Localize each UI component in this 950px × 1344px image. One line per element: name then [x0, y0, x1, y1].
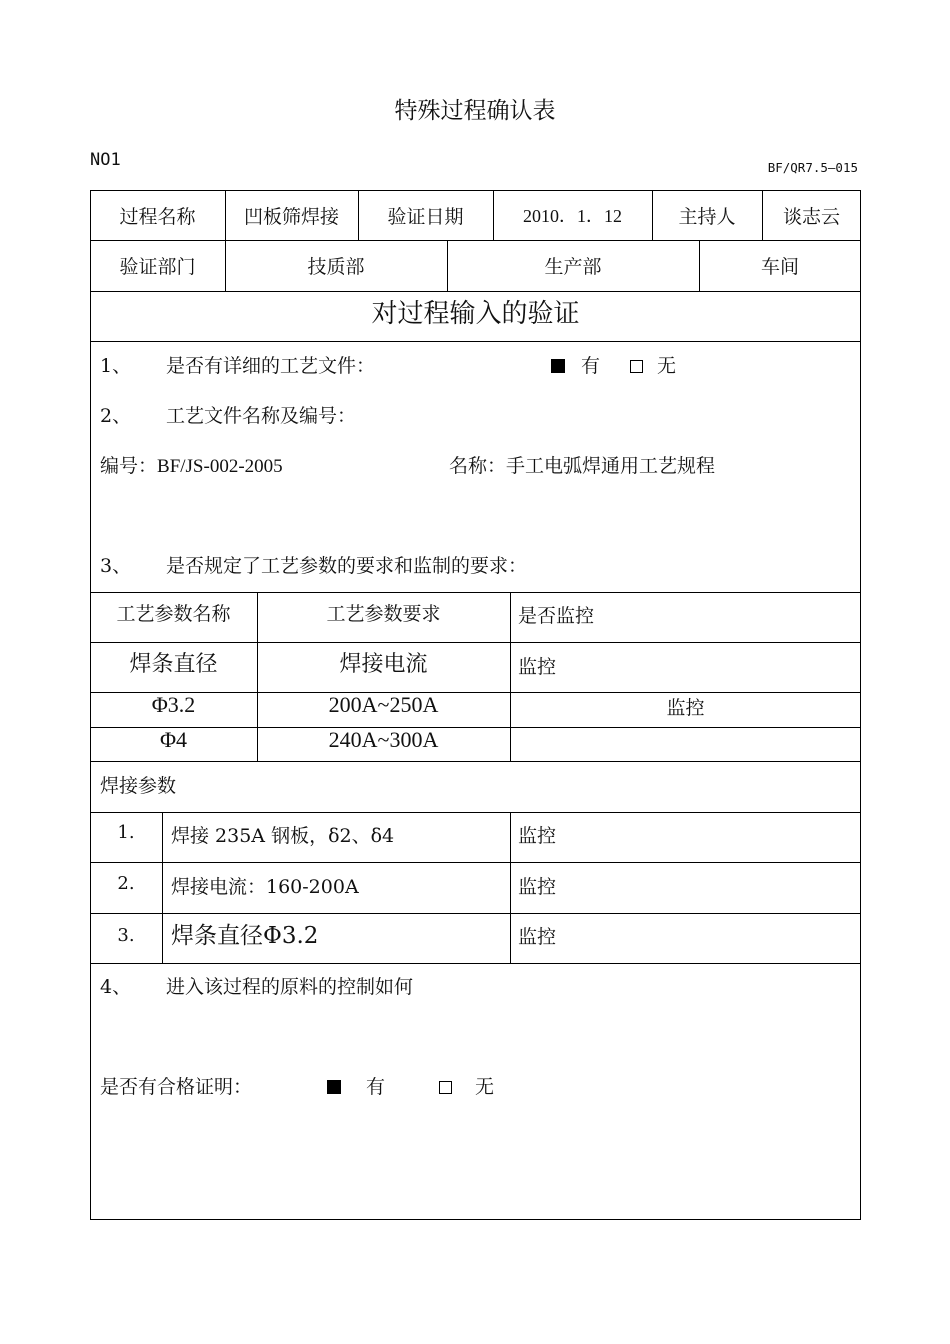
code-value: BF/JS-002-2005 [157, 456, 283, 477]
param-header-monitor: 是否监控 [518, 605, 595, 627]
weld-row-monitor: 监控 [518, 876, 557, 898]
host-value: 谈志云 [782, 205, 840, 228]
document-number: NO1 [90, 150, 121, 170]
name-value: 手工电弧焊通用工艺规程 [506, 455, 716, 477]
column-divider [510, 812, 511, 963]
weld-row-number: 3. [117, 924, 135, 946]
weld-row-monitor: 监控 [518, 825, 557, 847]
q4-text: 进入该过程的原料的控制如何 [166, 976, 414, 998]
param-header-name: 工艺参数名称 [116, 602, 231, 625]
param-cell: 240A~300A [328, 727, 439, 752]
row-divider [90, 913, 861, 914]
q1-text: 是否有详细的工艺文件： [166, 355, 376, 377]
code-label: 编号： [100, 455, 158, 477]
param-cell: 监控 [666, 696, 705, 719]
weld-row-number: 1. [117, 821, 135, 843]
q3-text: 是否规定了工艺参数的要求和监制的要求： [166, 555, 528, 577]
department-workshop: 车间 [760, 256, 799, 278]
checked-box-icon [551, 359, 565, 373]
param-header-requirement: 工艺参数要求 [326, 602, 441, 625]
section-title: 对过程输入的验证 [371, 298, 580, 329]
page-title: 特殊过程确认表 [394, 98, 556, 124]
row-divider [90, 761, 861, 762]
department-production: 生产部 [544, 256, 602, 278]
q1-number: 1、 [100, 355, 132, 377]
row-divider [90, 341, 861, 342]
weld-row-number: 2. [117, 872, 135, 894]
weld-row-monitor: 监控 [518, 926, 557, 948]
q2-number: 2、 [100, 405, 132, 427]
param-cell: 焊接电流 [339, 651, 428, 677]
name-label: 名称： [449, 455, 507, 477]
q4-no-label: 无 [475, 1076, 495, 1098]
certificate-label: 是否有合格证明： [100, 1076, 253, 1098]
param-cell: 焊条直径 [129, 651, 218, 677]
unchecked-box-icon [630, 360, 643, 373]
unchecked-box-icon [439, 1081, 452, 1094]
department-quality: 技质部 [307, 256, 365, 278]
q2-name [449, 451, 715, 478]
q2-code [100, 451, 283, 478]
verification-date-label: 验证日期 [387, 205, 464, 228]
weld-row-text: 焊条直径Φ3.2 [171, 923, 319, 949]
host-label: 主持人 [678, 205, 736, 228]
department-label: 验证部门 [119, 256, 196, 278]
param-cell [510, 727, 861, 755]
q1-no-label: 无 [657, 355, 677, 377]
process-name-label: 过程名称 [119, 205, 196, 228]
q1-no-option[interactable] [630, 351, 676, 378]
q4-yes-label: 有 [366, 1076, 386, 1098]
q1-yes-option[interactable] [551, 351, 600, 378]
process-name-value: 凹板筛焊接 [243, 205, 339, 228]
q4-number: 4、 [100, 976, 132, 998]
param-cell: Φ4 [159, 727, 188, 752]
verification-date-value: 2010．1．12 [523, 206, 622, 226]
row-divider [90, 862, 861, 863]
row-divider [90, 963, 861, 964]
weld-row-text: 焊接电流：160-200A [171, 876, 359, 898]
weld-row-text: 焊接 235A 钢板，δ2、δ4 [171, 825, 395, 847]
param-cell: 200A~250A [328, 692, 439, 717]
row-divider [90, 812, 861, 813]
form-code: BF/QR7.5—015 [767, 160, 858, 175]
q4-yes-option[interactable] [327, 1072, 385, 1099]
param-cell: Φ3.2 [151, 692, 196, 717]
param-cell: 监控 [518, 656, 557, 678]
q3-number: 3、 [100, 555, 132, 577]
checked-box-icon [327, 1080, 341, 1094]
q2-text: 工艺文件名称及编号： [166, 405, 357, 427]
q4-no-option[interactable] [439, 1072, 494, 1099]
q1-yes-label: 有 [581, 355, 601, 377]
column-divider [162, 812, 163, 963]
weld-params-label: 焊接参数 [100, 775, 177, 797]
